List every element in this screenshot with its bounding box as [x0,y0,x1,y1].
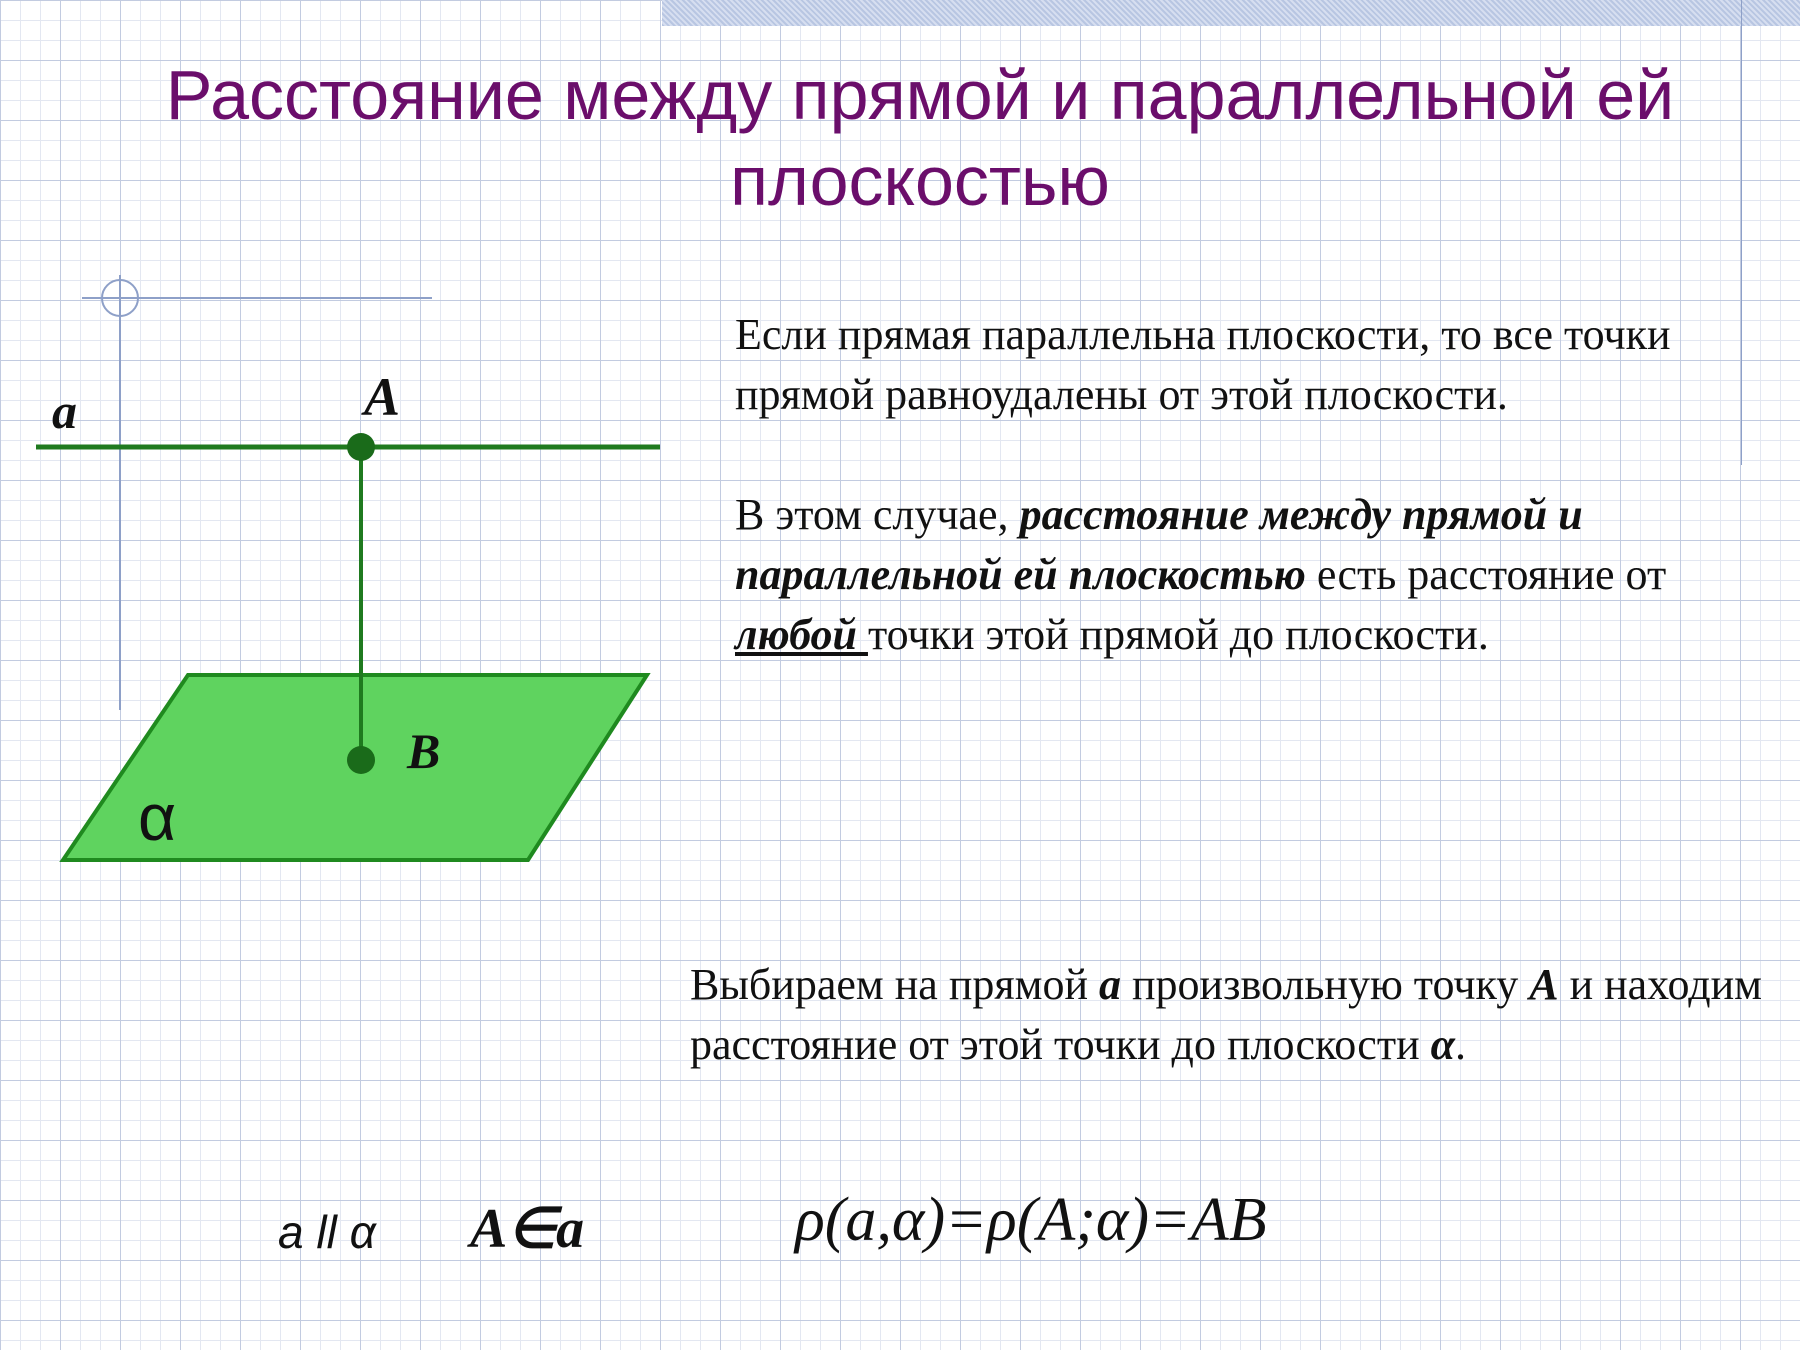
method-var-line: a [1099,960,1121,1009]
definition-lead: В этом случае, [735,490,1020,539]
definition-tail: точки этой прямой до плоскости. [867,610,1489,659]
definition-middle: есть расстояние от [1305,550,1667,599]
formula-membership: A∈a [470,1198,585,1260]
label-point-a: A [364,367,401,427]
formula-parallel: a ll α [278,1206,376,1258]
method-text-2: произвольную точку [1121,960,1530,1009]
paragraph-definition [735,485,1765,665]
method-var-plane: α [1430,1020,1455,1069]
paragraph-method [690,955,1790,1075]
definition-emphasis: любой [735,610,868,659]
method-text-1: Выбираем на прямой [690,960,1099,1009]
label-line-a: a [52,383,77,439]
point-a [347,433,375,461]
formula-distance: ρ(a,α)=ρ(A;α)=AB [795,1186,1267,1254]
paragraph-equidistant: Если прямая параллельна плоскости, то все точки прямой равноудалены от этой плоскости. [735,310,1671,419]
label-point-b: B [407,723,441,779]
method-text-4: . [1454,1020,1466,1069]
method-var-point: A [1529,960,1559,1009]
point-b [347,746,375,774]
geometry-figure [0,0,700,880]
top-decorative-band [662,0,1800,26]
definition-term: расстояние между прямой и параллельной ей плоскостью [735,490,1583,599]
label-plane-alpha: α [138,780,177,854]
method-text-3: и находим расстояние от этой точки до плоскости [690,960,1763,1069]
slide-title: Расстояние между прямой и параллельной ей плоскостью [165,56,1675,220]
